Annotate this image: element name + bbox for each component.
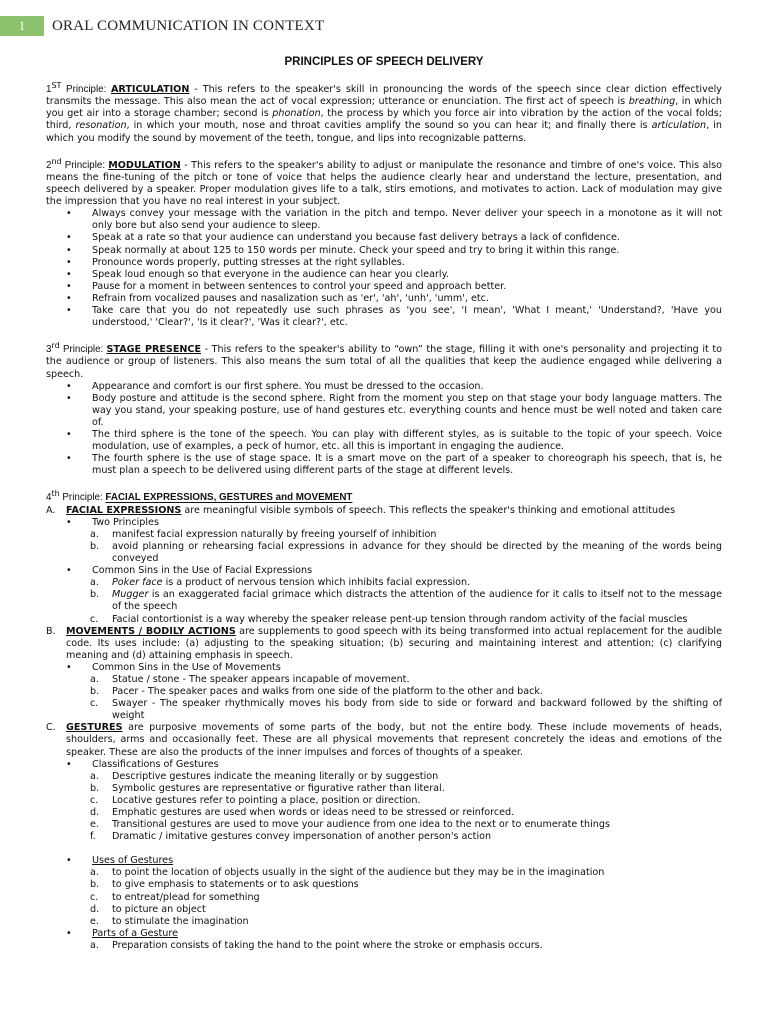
section-term: MOVEMENTS / BODILY ACTIONS: [66, 625, 236, 637]
list-item: • Appearance and comfort is our first sphere. You must be dressed to the occasion.: [46, 381, 722, 393]
document-body: [46, 80, 722, 952]
list-item: • Pause for a moment in between sentences to control your speed and approach better.: [46, 281, 722, 293]
gesture-parts-list: [66, 940, 722, 952]
subgroup-title: [66, 928, 722, 940]
italic-term: articulation: [651, 120, 707, 132]
list-marker: a.: [90, 577, 99, 589]
underlined-title: Uses of Gestures: [92, 855, 174, 867]
italic-term: breathing: [628, 96, 676, 108]
list-item: [66, 807, 722, 819]
text-span: , the process by which you force air into vibration by the action of the vocal folds; third,: [46, 108, 722, 132]
page-header: [0, 16, 768, 36]
text-span: are purposive movements of some parts of the body, but not the entire body. These include movements of heads, shoulders, arms and occasionally feet. These are all physical movements that represent concretely the ideas and emotions of the speaker. These are also the products of the inner impulses and forces of thoughts of a speaker.: [66, 722, 722, 758]
principle-label: Principle:: [59, 492, 106, 504]
list-item: • Refrain from vocalized pauses and nasalization such as 'er', 'ah', 'unh', 'umm', etc.: [46, 293, 722, 305]
list-marker: b.: [90, 782, 100, 794]
text-span: are meaningful visible symbols of speech. This reflects the speaker's thinking and emotional attitudes: [181, 504, 676, 516]
list-marker: c.: [90, 794, 99, 806]
text-span: , in which your mouth, nose and throat cavities amplify the sound so you can hear it; and finally there is: [126, 120, 652, 132]
subgroup-title: • Two Principles: [66, 517, 722, 529]
list-item: [66, 674, 722, 686]
text-span: - This refers to the speaker's ability to adjust or manipulate the resonance and timbre of one's voice. This also means the fine-tuning of the pitch or tone of voice that helps the audience clearly hear and understand the lecture, presentation, and speech delivered by a speaker. Proper modulation gives life to a talk, stirs emotions, and motivates to action. Lack of modulation may give the impression that you have no real interest in your subject.: [46, 159, 722, 208]
principle-3-section: [46, 340, 722, 477]
principle-label: Principle:: [61, 84, 111, 96]
subgroup-title: • Classifications of Gestures: [66, 759, 722, 771]
two-principles-list: [66, 529, 722, 565]
list-item: [66, 686, 722, 698]
principle-ordinal: rd: [51, 341, 60, 351]
list-item: [66, 614, 722, 626]
principle-term: STAGE PRESENCE: [106, 344, 202, 356]
list-item: • Body posture and attitude is the second sphere. Right from the moment you step on that stage your body language matters. The way you stand, your speaking posture, use of hand gestures etc. everything counts and hence must be well noted and taken care of.: [46, 393, 722, 429]
list-item: [66, 795, 722, 807]
list-marker: a.: [90, 528, 99, 540]
principle-number: 1: [46, 84, 52, 96]
principle-4-section: [46, 488, 722, 952]
list-item-text: Emphatic gestures are used when words or ideas need to be stressed or reinforced.: [112, 807, 515, 818]
underlined-title: Parts of a Gesture: [92, 927, 179, 939]
header-title: ORAL COMMUNICATION IN CONTEXT: [52, 18, 325, 34]
list-marker: b.: [90, 686, 100, 698]
italic-term: Poker face: [112, 577, 163, 589]
list-item: • Speak at a rate so that your audience can understand you because fast delivery betrays a lack of confidence.: [46, 232, 722, 244]
list-item-text: Preparation consists of taking the hand to the point where the stroke or emphasis occurs.: [112, 939, 543, 951]
list-item: [66, 783, 722, 795]
list-marker: b.: [90, 540, 100, 552]
list-item: [66, 892, 722, 904]
list-item: • Speak loud enough so that everyone in the audience can hear you clearly.: [46, 269, 722, 281]
text-span: - This refers to the speaker's ability to “own” the stage, filling it with one's personality and projecting it to the audience or group of listeners. This also means the sum total of all the qualities that keep the audience engaged while delivering a speech.: [46, 344, 722, 380]
list-marker: d.: [90, 807, 100, 818]
italic-term: resonation: [75, 120, 127, 132]
list-marker: a.: [90, 770, 99, 782]
principle-ordinal: ST: [51, 81, 62, 90]
facial-sins-list: [66, 577, 722, 625]
list-item-text: Transitional gestures are used to move your audience from one idea to the next or to enumerate things: [112, 819, 610, 831]
principle-2-section: [46, 156, 722, 330]
modulation-tips-list: [46, 208, 722, 329]
list-marker: a.: [90, 867, 99, 879]
principle-term: MODULATION: [108, 159, 181, 171]
movements-item: [46, 626, 722, 723]
list-item: • Pronounce words properly, putting stresses at the right syllables.: [46, 257, 722, 269]
list-item: [66, 771, 722, 783]
list-item: [66, 698, 722, 722]
list-item: • The third sphere is the tone of the speech. You can play with different styles, as is suitable to the topic of your speech. Voice modulation, use of examples, a peck of humor, etc. all this is important in engaging the audience.: [46, 429, 722, 453]
gesture-uses-list: [66, 867, 722, 927]
section-term: FACIAL EXPRESSIONS: [66, 504, 182, 516]
list-item: [66, 589, 722, 613]
list-item: [66, 904, 722, 916]
list-item: [66, 541, 722, 565]
gestures-text: [66, 722, 722, 758]
section-term: GESTURES: [66, 722, 123, 734]
list-marker: c.: [90, 698, 99, 710]
list-marker: a.: [90, 939, 99, 951]
list-item: [66, 819, 722, 831]
list-item-text: Locative gestures refer to pointing a place, position or direction.: [112, 794, 421, 806]
principle-ordinal: nd: [51, 156, 62, 166]
list-item: [66, 867, 722, 879]
italic-term: phonation: [272, 108, 321, 120]
list-item: • The fourth sphere is the use of stage space. It is a smart move on the part of a speaker to choreograph his speech, that is, he must plan a speech to be delivered using different parts of the stage at different levels.: [46, 453, 722, 477]
list-marker: e.: [90, 915, 99, 927]
list-marker: f.: [90, 831, 96, 843]
list-marker: d.: [90, 903, 100, 915]
spacer: [66, 843, 722, 855]
list-item: • Take care that you do not repeatedly use such phrases as 'you see', 'I mean', 'What I meant,' 'Understand?, 'Have you understood,' 'Clear?', 'Is it clear?', 'Was it clear?', etc.: [46, 305, 722, 329]
movements-text: [66, 626, 722, 662]
list-item-text: to picture an object: [112, 903, 206, 915]
italic-term: Mugger: [112, 589, 149, 601]
list-item-text: avoid planning or rehearsing facial expressions in advance for they should be directed by the meaning of the words being conveyed: [112, 540, 722, 565]
principle-4-heading: [46, 488, 722, 504]
subgroup-title: [66, 855, 722, 867]
document-title: PRINCIPLES OF SPEECH DELIVERY: [284, 56, 484, 68]
list-item-text: Descriptive gestures indicate the meaning literally or by suggestion: [112, 770, 439, 782]
list-item: [66, 529, 722, 541]
list-marker: c.: [90, 613, 99, 625]
principle-number: 2: [46, 159, 52, 171]
list-item: • Always convey your message with the variation in the pitch and tempo. Never deliver your speech in a monotone as it will not only bore but also send your audience to sleep.: [46, 208, 722, 232]
list-item-text: to give emphasis to statements or to ask questions: [112, 879, 359, 891]
subgroup-title: • Common Sins in the Use of Facial Expressions: [66, 565, 722, 577]
list-marker: b.: [90, 879, 100, 891]
list-marker: A.: [46, 504, 56, 516]
principle-term: FACIAL EXPRESSIONS, GESTURES and MOVEMENT: [105, 492, 353, 504]
principle-4-list: [46, 505, 722, 952]
list-item-text: Symbolic gestures are representative or figurative rather than literal.: [112, 782, 445, 794]
list-marker: a.: [90, 673, 99, 685]
text-span: - This refers to the speaker's skill in pronouncing the words of the speech since clear diction effectively transmits the message. This also mean the act of vocal expression; utterance or enunciation. The first act of speech is: [46, 84, 722, 108]
list-item-text: to entreat/plead for something: [112, 891, 260, 903]
principle-ordinal: th: [51, 489, 60, 499]
principle-number: 3: [46, 344, 52, 356]
list-marker: e.: [90, 819, 99, 831]
principle-term: ARTICULATION: [110, 84, 190, 96]
facial-expressions-text: [66, 505, 722, 517]
page-number: 1: [0, 16, 44, 36]
principle-3-paragraph: [46, 340, 722, 380]
list-item-text: to point the location of objects usually in the sight of the audience but they may be in the imagination: [112, 867, 605, 879]
principle-label: Principle:: [61, 159, 109, 171]
list-marker: C.: [46, 722, 56, 734]
principle-number: 4: [46, 492, 52, 504]
principle-1-section: [46, 80, 722, 145]
list-item-text: Statue / stone - The speaker appears incapable of movement.: [112, 673, 410, 685]
text-span: , in which you get air into a storage chamber; second is: [46, 96, 722, 120]
list-marker: b.: [90, 589, 100, 601]
list-marker: c.: [90, 891, 99, 903]
list-item-text: Pacer - The speaker paces and walks from one side of the platform to the other and back.: [112, 686, 543, 698]
principle-label: Principle:: [59, 344, 107, 356]
list-item: [66, 831, 722, 843]
principle-1-paragraph: [46, 80, 722, 145]
list-item: [66, 879, 722, 891]
list-item-text: Dramatic / imitative gestures convey impersonation of another person's action: [112, 831, 492, 843]
movement-sins-list: [66, 674, 722, 722]
text-span: are supplements to good speech with its being transformed into actual replacement for the audible code. Its uses include: (a) adjusting to the speaking situation; (b) securing and maintaining interest and attention; (c) clarifying meaning and (d) attaining emphasis in speech.: [66, 625, 722, 661]
principle-2-paragraph: [46, 156, 722, 209]
list-item-text: to stimulate the imagination: [112, 915, 249, 927]
list-item: • Speak normally at about 125 to 150 words per minute. Check your speed and try to bring it within this range.: [46, 245, 722, 257]
list-marker: B.: [46, 625, 56, 637]
text-span: , in which you modify the sound by movement of the teeth, tongue, and lips into recognizable patterns.: [46, 120, 722, 144]
list-item-text: Swayer - The speaker rhythmically moves his body from side to side or forward and backward followed by the shifting of weight: [112, 698, 722, 722]
list-item: [66, 577, 722, 589]
list-item-text: Facial contortionist is a way whereby the speaker release pent-up tension through random activity of the facial muscles: [112, 613, 688, 625]
list-item: [66, 916, 722, 928]
gestures-item: [46, 722, 722, 952]
subgroup-title: • Common Sins in the Use of Movements: [66, 662, 722, 674]
list-item: [66, 940, 722, 952]
list-item-text: is an exaggerated facial grimace which distracts the attention of the audience for it calls to itself not to the message of the speech: [112, 589, 722, 613]
list-item-text: manifest facial expression naturally by freeing yourself of inhibition: [112, 528, 437, 540]
list-item-text: is a product of nervous tension which inhibits facial expression.: [162, 577, 471, 589]
facial-expressions-item: [46, 505, 722, 626]
gesture-classifications-list: [66, 771, 722, 844]
stage-presence-list: [46, 381, 722, 478]
